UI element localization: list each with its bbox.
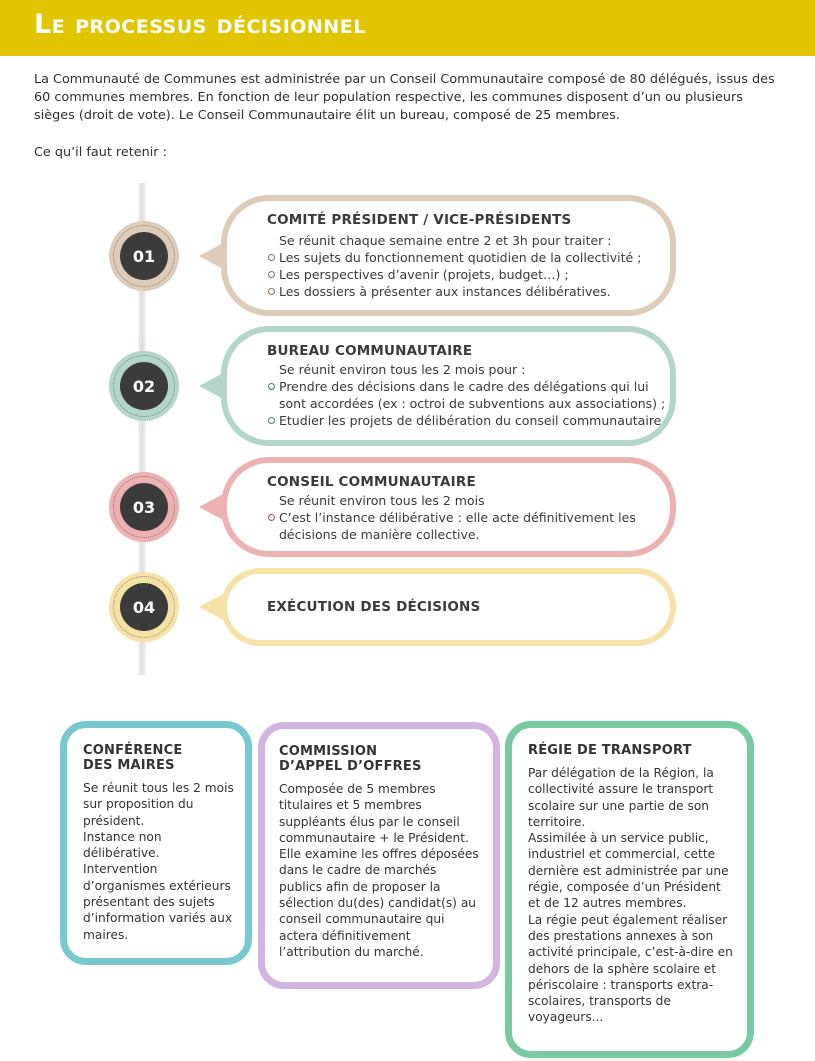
step-4-circle — [109, 572, 179, 642]
retain-label: Ce qu’il faut retenir : — [34, 145, 167, 160]
step-3-lead: Se réunit environ tous les 2 mois — [279, 493, 485, 508]
step-2-content — [267, 361, 667, 429]
step-2-lead: Se réunit environ tous les 2 mois pour : — [279, 362, 526, 377]
step-2-bullet: Etudier les projets de délibération du conseil communautaire — [267, 412, 667, 429]
page-title: Le processus décisionnel — [34, 9, 366, 40]
box-1-body: Se réunit tous les 2 mois sur proposition du président. Instance non délibérative. Intervention d’organismes extérieurs présentant des sujets d’information variés aux maires. — [83, 781, 234, 942]
step-3-circle — [109, 472, 179, 542]
step-1-bullet: Les perspectives d’avenir (projets, budget…) ; — [267, 266, 652, 283]
step-3-content — [267, 492, 637, 543]
box-2-body: Composée de 5 membres titulaires et 5 membres suppléants élus par le conseil communautaire + le Président. Elle examine les offres déposées dans le cadre de marchés publics afin de proposer la sélection du(des) candidat(s) au conseil communautaire qui actera définitivement l’attribution du marché. — [279, 782, 479, 959]
step-1-circle — [109, 221, 179, 291]
step-1-bullet: Les dossiers à présenter aux instances délibératives. — [267, 283, 652, 300]
step-2-circle — [109, 351, 179, 421]
step-4-number: 04 — [120, 583, 168, 631]
intro-paragraph: La Communauté de Communes est administrée par un Conseil Communautaire composé de 80 délégués, issus des 60 communes membres. En fonction de leur population respective, les communes disposent d’un ou plusieurs sièges (droit de vote). Le Conseil Communautaire élit un bureau, composé de 25 membres. — [34, 72, 775, 123]
step-1-content — [267, 232, 652, 300]
box-1-title-line-1: CONFÉRENCE — [83, 743, 183, 758]
title-bar — [0, 0, 815, 56]
box-regie-de-transport — [505, 721, 754, 1058]
step-2-bullet: Prendre des décisions dans le cadre des délégations qui lui sont accordées (ex : octroi de subventions aux associations) ; — [267, 378, 667, 412]
box-3-title: RÉGIE DE TRANSPORT — [528, 743, 692, 758]
step-1-title: COMITÉ PRÉSIDENT / VICE-PRÉSIDENTS — [267, 212, 572, 228]
step-1-lead: Se réunit chaque semaine entre 2 et 3h pour traiter : — [279, 233, 612, 248]
box-conference-des-maires — [60, 721, 252, 965]
step-1-bullet: Les sujets du fonctionnement quotidien de la collectivité ; — [267, 249, 652, 266]
step-4-title: EXÉCUTION DES DÉCISIONS — [267, 599, 481, 615]
step-2-number: 02 — [120, 362, 168, 410]
box-commission-appel-offres — [258, 722, 500, 989]
step-3-title: CONSEIL COMMUNAUTAIRE — [267, 474, 476, 490]
box-3-body: Par délégation de la Région, la collectivité assure le transport scolaire sur une partie de son territoire. Assimilée à un service public, industriel et commercial, cette dernière est administrée par une régie, composée d’un Président et de 12 autres membres. La régie peut également réaliser des prestations annexes à son activité principale, c’est-à-dire en dehors de la sphère scolaire et périscolaire : transports extra-scolaires, transports de voyageurs... — [528, 766, 733, 1025]
step-3-bullet: C’est l’instance délibérative : elle acte définitivement les décisions de manière collective. — [267, 509, 637, 543]
box-2-title-line-1: COMMISSION — [279, 744, 378, 759]
step-3-number: 03 — [120, 483, 168, 531]
step-1-number: 01 — [120, 232, 168, 280]
box-1-title-line-2: DES MAIRES — [83, 758, 175, 773]
step-2-title: BUREAU COMMUNAUTAIRE — [267, 343, 473, 359]
box-2-title-line-2: D’APPEL D’OFFRES — [279, 759, 422, 774]
